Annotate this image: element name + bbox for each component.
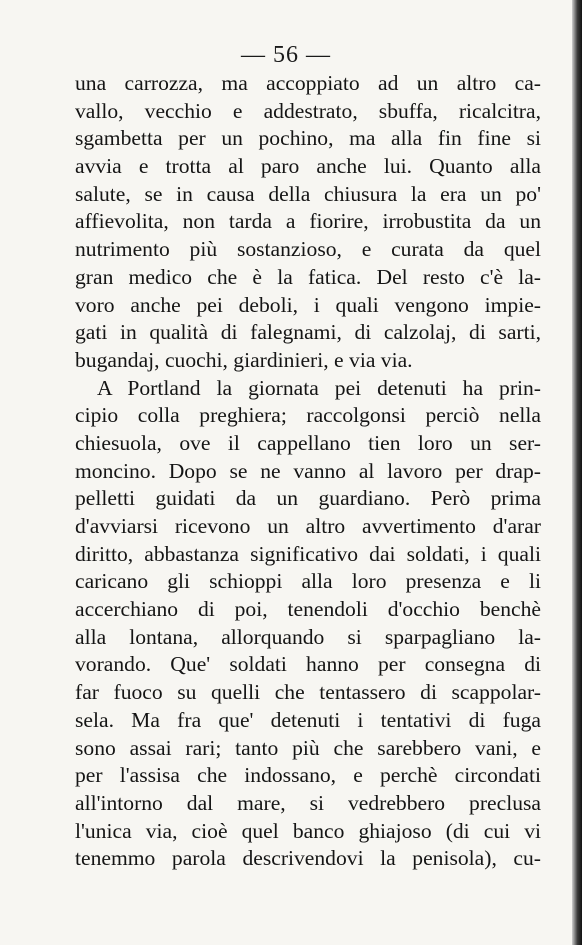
text-line: moncino. Dopo se ne vanno al lavoro per drap- [75, 458, 541, 483]
text-line: salute, se in causa della chiusura la era un po' [75, 181, 541, 206]
paragraph-start-line: A Portland la giornata pei detenuti ha prin- [97, 375, 541, 400]
body-text [75, 70, 541, 873]
text-line: pelletti guidati da un guardiano. Però prima [75, 486, 541, 511]
page-edge-shadow [572, 0, 582, 945]
text-line: accerchiano di poi, tenendoli d'occhio benchè [75, 597, 541, 622]
text-line: diritto, abbastanza significativo dai soldati, i quali [75, 541, 541, 566]
text-line: avvia e trotta al paro anche lui. Quanto alla [75, 154, 541, 179]
text-line: per l'assisa che indossano, e perchè circondati [75, 763, 541, 788]
text-line: far fuoco su quelli che tentassero di scappolar- [75, 680, 541, 705]
text-line: tenemmo parola descrivendovi la penisola), cu- [75, 846, 541, 871]
text-line: all'intorno dal mare, si vedrebbero preclusa [75, 790, 541, 815]
paragraph-end-line: bugandaj, cuochi, giardinieri, e via via. [75, 347, 413, 372]
page-number: — 56 — [241, 42, 331, 68]
text-line: gran medico che è la fatica. Del resto c'è la- [75, 264, 541, 289]
text-line: sela. Ma fra que' detenuti i tentativi di fuga [75, 707, 541, 732]
text-line: alla lontana, allorquando si sparpagliano la- [75, 624, 541, 649]
text-line: l'unica via, cioè quel banco ghiajoso (di cui vi [75, 818, 541, 843]
text-line: vallo, vecchio e addestrato, sbuffa, ricalcitra, [75, 98, 541, 123]
text-line: affievolita, non tarda a fiorire, irrobustita da un [75, 209, 541, 234]
text-line: una carrozza, ma accoppiato ad un altro ca- [75, 71, 541, 95]
text-line: sono assai rari; tanto più che sarebbero vani, e [75, 735, 541, 760]
text-line: chiesuola, ove il cappellano tien loro un ser- [75, 430, 541, 455]
text-line: vorando. Que' soldati hanno per consegna di [75, 652, 541, 677]
text-line: voro anche pei deboli, i quali vengono impie- [75, 292, 541, 317]
text-line: nutrimento più sostanzioso, e curata da quel [75, 237, 541, 262]
text-line: gati in qualità di falegnami, di calzolaj, di sarti, [75, 320, 541, 345]
text-line: d'avviarsi ricevono un altro avvertimento d'arar [75, 514, 541, 538]
text-line: cipio colla preghiera; raccolgonsi perciò nella [75, 403, 541, 428]
text-line: sgambetta per un pochino, ma alla fin fine si [75, 126, 541, 151]
text-line: caricano gli schioppi alla loro presenza e li [75, 569, 541, 594]
